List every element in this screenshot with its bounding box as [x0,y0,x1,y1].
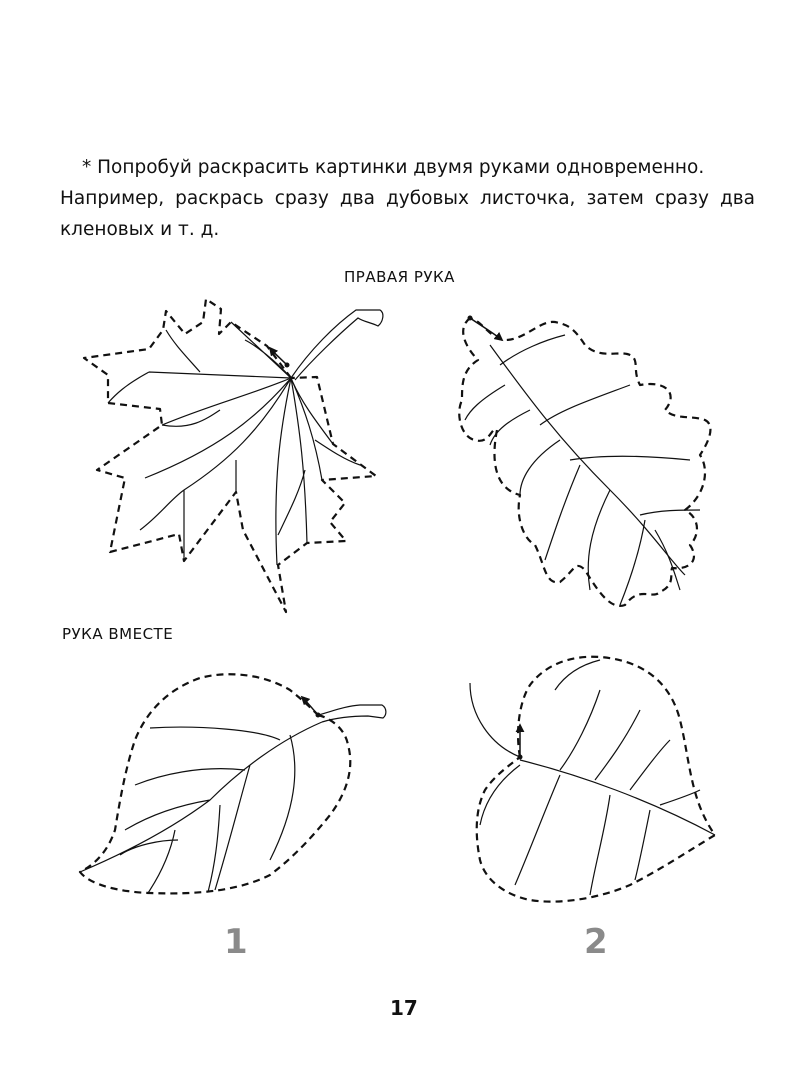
leaf-one-veins [80,722,322,893]
right-hand-label: ПРАВАЯ РУКА [344,268,455,286]
oak-veins [465,335,700,605]
leaf-one-outline [80,674,350,893]
maple-stem [291,310,383,380]
oak-leaf-outline [459,318,710,606]
instruction-line-1: * Попробуй раскрасить картинки двумя руками одновременно. [82,157,705,178]
together-label: РУКА ВМЕСТЕ [62,625,174,643]
leaf-number-two: 2 [584,922,608,962]
maple-veins [108,322,360,565]
leaf-two-veins [480,660,715,895]
leaf-one-direction-arrow [302,697,318,715]
maple-leaf [84,299,383,612]
instruction-line-2: Например, раскрась сразу два дубовых листочка, затем сразу два кленовых и т. д. [60,188,755,240]
leaf-number-one: 1 [224,922,248,962]
maple-direction-arrow [270,348,287,365]
oak-leaf [459,316,710,606]
oak-midrib [490,345,685,575]
leaf-one [80,674,386,893]
leaf-one-stem [318,705,386,722]
leaf-two-stem [470,683,520,757]
oak-direction-arrow [470,318,502,340]
page-number: 17 [390,996,418,1020]
leaf-two [470,657,715,902]
